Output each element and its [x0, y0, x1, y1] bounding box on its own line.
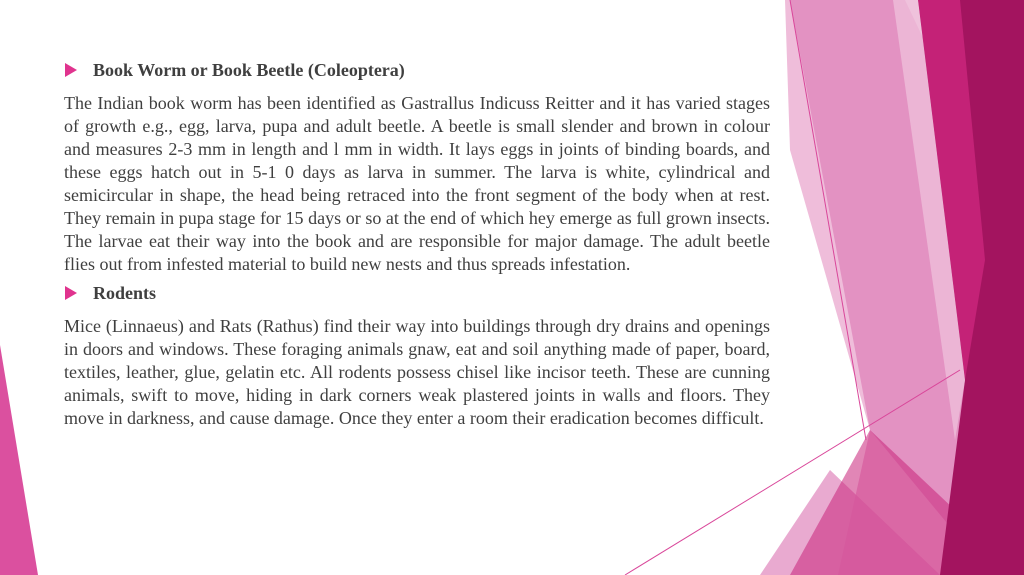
triangle-bullet-icon — [64, 284, 78, 302]
section-heading-book-worm: Book Worm or Book Beetle (Coleoptera) — [93, 60, 405, 80]
triangle-bullet-icon — [64, 61, 78, 79]
section-heading-rodents: Rodents — [93, 283, 157, 303]
left-edge-triangle — [0, 345, 38, 575]
content-area — [64, 56, 770, 430]
paragraph-book-worm: The Indian book worm has been identified as Gastrallus Indicuss Reitter and it has varied stages of growth e.g., egg, larva, pupa and adult beetle. A beetle is small slender and brown in colour and measures 2-3 mm in length and l mm in width. It lays eggs in joints of binding boards, and these eggs hatch out in 5-1 0 days as larva in summer. The larva is white, cylindrical and semicircular in shape, the head being retraced into the front segment of the body when at rest. They remain in pupa stage for 15 days or so at the end of which hey emerge as full grown insects. The larvae eat their way into the book and are responsible for major damage. The adult beetle flies out from infested material to build new nests and thus spreads infestation. — [64, 93, 770, 274]
paragraph-rodents: Mice (Linnaeus) and Rats (Rathus) find their way into buildings through dry drains and openings in doors and windows. These foraging animals gnaw, eat and soil anything made of paper, board, textiles, leather, glue, gelatin etc. All rodents possess chisel like incisor teeth. These are cunning animals, swift to move, hiding in dark corners weak plastered joints in walls and floors. They move in darkness, and cause damage. Once they enter a room their eradication becomes difficult. — [64, 316, 770, 428]
section-heading-row — [64, 279, 770, 307]
section-heading-row — [64, 56, 770, 84]
